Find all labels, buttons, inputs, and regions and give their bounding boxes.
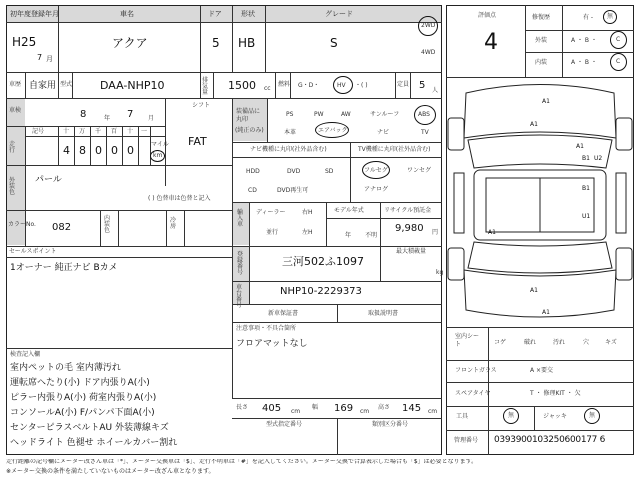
- nav-header: ナビ機種に丸印(社外品含む): [250, 146, 327, 153]
- repair-label: 修復歴: [532, 14, 551, 21]
- chassis-label: 車台番号: [236, 284, 243, 309]
- nav-cd: CD: [248, 187, 257, 194]
- owner-manual: 取扱説明書: [368, 310, 399, 317]
- inspection-year-unit: 年: [104, 115, 111, 122]
- color-no-value: 082: [52, 222, 72, 233]
- mark-right-middle: U2: [594, 155, 603, 162]
- sales-point-label: セールスポイント: [9, 248, 57, 255]
- length-unit: cm: [291, 408, 301, 415]
- repair-options: 有 -: [583, 14, 594, 21]
- inspection-label: 車検: [9, 107, 22, 114]
- equip-pw: PW: [314, 111, 324, 118]
- mgmt-no: 0393900103250600177 6: [494, 435, 606, 445]
- height-unit: cm: [428, 408, 438, 415]
- seat-scratch: キズ: [605, 339, 617, 346]
- class-no-label: 類別区分番号: [372, 421, 409, 428]
- tv-oneseg: ワンセグ: [407, 167, 432, 174]
- interior-seat-label: 室内シート: [455, 333, 480, 348]
- max-load-unit: kg: [436, 269, 444, 276]
- body-value: HB: [238, 36, 256, 50]
- inspector-line-1: 室内ペットの毛 室内薄汚れ: [10, 363, 121, 373]
- import-left: 左H: [302, 229, 313, 236]
- model-year-label: モデル年式: [334, 207, 364, 214]
- equip-sublabel: (純正のみ): [235, 127, 264, 134]
- reg-month: 7: [37, 53, 43, 62]
- equip-ps: PS: [286, 111, 294, 118]
- glass-values: A ×要交: [530, 367, 554, 374]
- car-damage-diagram: [446, 78, 634, 326]
- diagram-mark-labels: [488, 98, 602, 316]
- length-value: 405: [262, 403, 282, 414]
- cc-unit: cc: [264, 85, 271, 92]
- type-value: DAA-NHP10: [100, 79, 165, 92]
- displacement-value: 1500: [228, 79, 256, 92]
- reg-era: H25: [12, 35, 37, 49]
- tools-value: 無: [508, 412, 515, 419]
- exterior-label: 外装: [535, 37, 548, 44]
- interior-label: 内装: [535, 59, 548, 66]
- sales-point-text: 1オーナー 純正ナビ Bカメ: [10, 263, 118, 273]
- seat-hole: 穴: [583, 339, 590, 346]
- inspector-line-5: センターピラスベルトAU 外装薄線キズ: [10, 423, 169, 433]
- import-right: 右H: [302, 209, 313, 216]
- interior-selected: C: [616, 58, 621, 65]
- inspector-line-4: コンソールA(小) F/パンパ下面A(小): [10, 408, 155, 418]
- score-label: 評価点: [478, 12, 497, 19]
- footer-line-1: 走行距離の記号欄にメーター改ざん車は「*」、メーター交換車は「$」、走行不明車は「#」を記入してください。メーター交換で合算表示した場合も「$」は必要となります。: [6, 459, 478, 465]
- mark-right-rear: U1: [582, 213, 591, 220]
- digit-h6: 一: [141, 128, 148, 135]
- mileage-digit-2: 8: [79, 144, 86, 157]
- exterior-selected: C: [616, 36, 621, 43]
- shift-label: シフト: [192, 102, 211, 109]
- seat-tear: 破れ: [524, 339, 537, 346]
- equip-aw: AW: [341, 111, 351, 118]
- shift-value: FAT: [188, 135, 207, 148]
- notes-text: フロアマットなし: [236, 339, 308, 349]
- digit-h0: 記号: [32, 128, 45, 135]
- drive-4wd: 4WD: [421, 49, 436, 56]
- new-car-warranty: 新車保証書: [268, 310, 299, 317]
- doors-value: 5: [212, 36, 220, 50]
- displacement-label: 排気量: [202, 77, 209, 96]
- color-label: 外装色: [9, 177, 16, 196]
- digit-h5: 十: [127, 128, 134, 135]
- unit-km: km: [153, 152, 163, 159]
- reg-year-label: 初年度登録年月: [10, 10, 59, 18]
- inspector-line-6: ヘッドライト 色褪せ ホイールカバー割れ: [10, 438, 178, 448]
- tools-label: 工具: [456, 413, 469, 420]
- chassis-value: NHP10-2229373: [280, 286, 362, 297]
- mark-front-bumper: A1: [542, 98, 550, 105]
- width-value: 169: [334, 403, 354, 414]
- height-value: 145: [402, 403, 422, 414]
- fuel-options: G・D・: [298, 82, 320, 89]
- model-year-unknown: 不明: [365, 232, 378, 239]
- color-no-label: カラーNo.: [8, 221, 36, 228]
- inspection-month: 7: [127, 109, 134, 120]
- digit-h1: 十: [63, 128, 70, 135]
- category-value: 自家用: [29, 81, 57, 91]
- model-value: アクア: [112, 36, 148, 50]
- footer-line-2: ※メーター交換の条件を満たしていないものはメーター改ざん車となります。: [6, 468, 215, 475]
- tv-header: TV機種に丸印(社外品含む): [358, 146, 431, 153]
- recycle-value: 9,980: [395, 223, 424, 234]
- registration-plate: 三河502ふ1097: [282, 255, 364, 268]
- inspector-line-3: ピラー内張りA(小) 荷室内張りA(小): [10, 393, 157, 403]
- mark-hood: A1: [530, 121, 538, 128]
- mileage-digit-3: 0: [95, 144, 102, 157]
- doors-label: ドア: [208, 10, 222, 18]
- equip-label: 装備品に丸印: [236, 108, 261, 123]
- glass-label: フロントガラス: [455, 367, 497, 374]
- ac-label: 冷房: [170, 217, 177, 230]
- recycle-yen: 円: [432, 229, 439, 236]
- mileage-digit-5: 0: [127, 144, 134, 157]
- inspection-year: 8: [80, 109, 87, 120]
- max-load-label: 最大積載量: [396, 248, 427, 255]
- model-label: 車名: [120, 10, 134, 18]
- mark-windshield: A1: [576, 143, 584, 150]
- capacity-label: 定員: [397, 81, 410, 88]
- score-value: 4: [484, 30, 498, 55]
- interior-color-label: 内装色: [104, 215, 111, 234]
- nav-dvd-play: DVD再生可: [277, 187, 309, 194]
- interior-options: A ・ B ・: [571, 59, 597, 66]
- mileage-label: 走行: [9, 141, 16, 154]
- model-year-unit: 年: [345, 232, 352, 239]
- drive-2wd: 2WD: [421, 22, 436, 29]
- nav-hdd: HDD: [246, 168, 260, 175]
- fuel-label: 燃料: [278, 81, 291, 88]
- seat-stain: 汚れ: [553, 339, 566, 346]
- fuel-hv: HV: [337, 82, 346, 89]
- width-unit: cm: [360, 408, 370, 415]
- capacity-unit: 人: [432, 87, 439, 94]
- tire-label: スペアタイヤ: [455, 390, 491, 397]
- equip-abs: ABS: [418, 111, 430, 118]
- jack-value: 無: [589, 412, 596, 419]
- tv-analog: アナログ: [364, 186, 389, 193]
- type-no-label: 型式指定番号: [266, 421, 303, 428]
- unit-mile: マイル: [151, 141, 169, 148]
- jack-label: ジャッキ: [543, 413, 567, 420]
- tire-values: T ・ 修理KIT ・ 欠: [530, 390, 581, 397]
- width-label: 幅: [312, 404, 319, 411]
- mgmt-label: 管理番号: [454, 437, 479, 444]
- length-label: 長さ: [236, 404, 249, 411]
- digit-h3: 千: [95, 128, 102, 135]
- fuel-rest: ・( ): [355, 82, 368, 89]
- mark-right-door: B1: [582, 185, 590, 192]
- digit-h2: 万: [79, 128, 86, 135]
- mark-rear-bumper: A1: [542, 309, 550, 316]
- inspection-month-unit: 月: [148, 115, 155, 122]
- nav-sd: SD: [325, 168, 334, 175]
- equip-leather: 本革: [284, 129, 297, 136]
- import-label: 輸入車: [237, 209, 244, 228]
- notes-label: 注意事項・不具合箇所: [236, 325, 297, 332]
- mark-left-door: A1: [488, 229, 496, 236]
- type-label: 型式: [60, 81, 73, 88]
- reg-month-unit: 月: [46, 55, 53, 63]
- recycle-label: リサイクル預託金: [384, 207, 432, 214]
- equip-tv: TV: [421, 129, 429, 136]
- category-label: 車歴: [9, 81, 22, 88]
- color-value: パール: [35, 175, 62, 185]
- nav-dvd: DVD: [287, 168, 301, 175]
- inspector-label: 検査記入欄: [10, 351, 41, 358]
- body-label: 形状: [241, 10, 255, 18]
- registration-label: 登録番号: [237, 251, 244, 276]
- mark-rear-gate: A1: [530, 287, 538, 294]
- inspector-line-2: 運転席ヘたり(小) ドア内張りA(小): [10, 378, 150, 388]
- grade-value: S: [330, 36, 338, 50]
- capacity-value: 5: [419, 80, 426, 91]
- mark-right-front: B1: [582, 155, 590, 162]
- equip-navi: ナビ: [377, 129, 390, 136]
- grade-label: グレード: [325, 10, 353, 18]
- digit-h4: 百: [111, 128, 118, 135]
- equip-sunroof: サンルーフ: [370, 111, 400, 118]
- color-note: ( ) 色替車は色替と記入: [148, 195, 211, 202]
- import-dealer: ディーラー: [256, 209, 286, 216]
- equip-airbag: エアバック: [318, 127, 348, 134]
- mileage-digit-1: 4: [63, 144, 70, 157]
- repair-selected: 無: [607, 13, 614, 20]
- exterior-options: A ・ B ・: [571, 37, 597, 44]
- import-parallel: 並行: [266, 229, 279, 236]
- seat-burn: コゲ: [494, 339, 507, 346]
- tv-fullseg: フルセグ: [364, 167, 388, 174]
- mileage-digit-4: 0: [111, 144, 118, 157]
- height-label: 高さ: [378, 404, 391, 411]
